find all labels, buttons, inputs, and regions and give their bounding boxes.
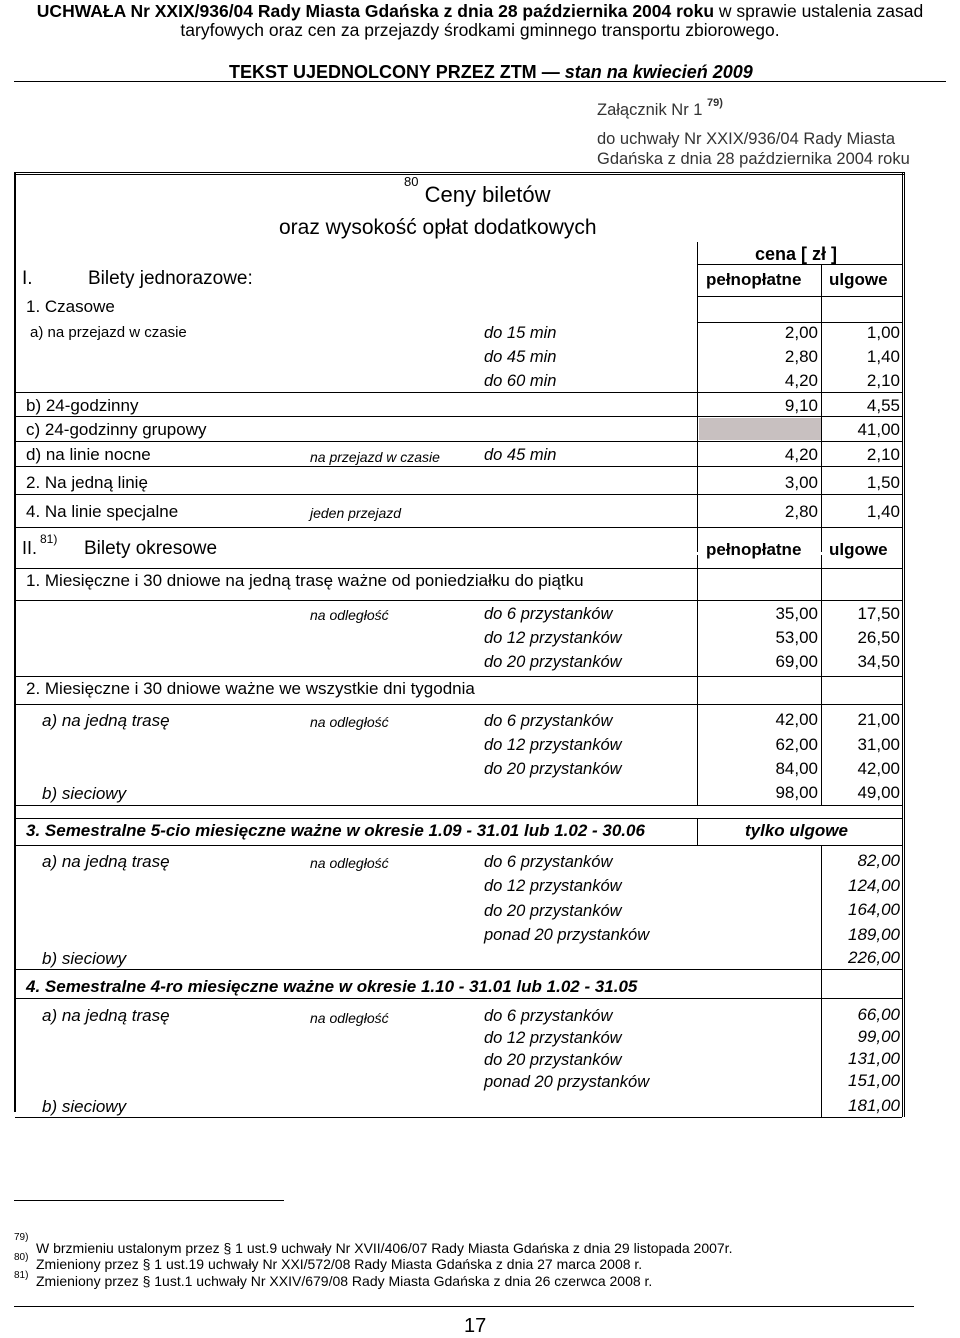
document-heading [0,2,960,21]
resolution-subject-line2: taryfowych oraz cen za przejazdy środkami gminnego transportu zbiorowego. [180,20,780,40]
price-full: 69,00 [775,652,818,671]
row-divider [15,494,902,495]
footnote-text: Zmieniony przez § 1ust.1 uchwały Nr XXIV/679/08 Rady Miasta Gdańska z dnia 26 czerwca 2008 r. [36,1273,653,1289]
column-full-fare: pełnopłatne [706,270,802,289]
title-line1: Ceny biletów [424,182,551,207]
night-lines-label: d) na linie nocne [26,445,151,464]
one-route-label: a) na jedną trasę [42,711,170,730]
distance: do 12 przystanków [484,1029,622,1047]
footnote-ref: 81) [40,532,58,546]
distance: do 12 przystanków [484,877,622,895]
price-full: 98,00 [775,783,818,802]
single-line-label: 2. Na jedną linię [26,473,148,492]
price-reduced: 21,00 [857,710,900,729]
distance: do 20 przystanków [484,902,622,920]
table-frame-left [14,172,16,1112]
price-full: 2,80 [784,502,818,521]
price-reduced: 41,00 [857,420,900,439]
distance-note: na odległość [310,714,389,730]
price-full: 35,00 [775,604,818,623]
price-reduced: 189,00 [848,925,900,944]
price-reduced: 26,50 [857,628,900,647]
row-divider [15,600,902,601]
distance: ponad 20 przystanków [484,926,650,944]
column-divider [697,818,698,845]
attachment-line2: do uchwały Nr XXIX/936/04 Rady Miasta [597,130,896,148]
price-reduced: 31,00 [857,735,900,754]
row-divider [15,998,902,999]
distance: do 6 przystanków [484,712,613,730]
resolution-subject: w sprawie ustalenia zasad [714,1,924,21]
time-duration: do 15 min [484,324,557,342]
price-reduced: 1,40 [866,502,900,521]
row-divider [697,296,902,297]
distance: do 20 przystanków [484,653,622,671]
row-divider [15,969,902,970]
footnote-rule [14,1200,284,1201]
price-reduced: 2,10 [866,445,900,464]
column-reduced-fare: ulgowe [829,540,888,559]
network-label: b) sieciowy [42,1097,127,1116]
price-reduced: 34,50 [857,652,900,671]
distance: do 20 przystanków [484,1051,622,1069]
table-frame-top [14,172,904,175]
time-tickets-label: 1. Czasowe [26,297,115,316]
row-divider [15,441,902,442]
empty-shaded-cell [699,418,821,440]
footnote-text: W brzmieniu ustalonym przez § 1 ust.9 uchwały Nr XVII/406/07 Rady Miasta Gdańska z dnia 29 listopada 2007r. [36,1240,733,1256]
special-lines-note: jeden przejazd [310,505,402,521]
header-rule [14,81,946,82]
row-divider [15,818,902,819]
price-header: cena [ zł ] [755,244,838,264]
price-reduced: 49,00 [857,783,900,802]
distance: ponad 20 przystanków [484,1073,650,1091]
ticket-24h-label: b) 24-godzinny [26,396,139,415]
section-ii-roman: II. [22,538,38,558]
footnote-number: 81) [14,1270,29,1281]
price-reduced: 17,50 [857,604,900,623]
price-full: 53,00 [775,628,818,647]
price-full: 4,20 [784,371,818,390]
time-duration: do 45 min [484,348,557,366]
row-divider [15,527,902,528]
distance: do 6 przystanków [484,1007,613,1025]
price-reduced: 99,00 [857,1027,900,1046]
price-reduced: 66,00 [857,1005,900,1024]
price-full: 9,10 [784,396,818,415]
footnote-ref: 79) [707,97,723,109]
price-reduced: 181,00 [848,1096,900,1115]
consolidated-text-note [229,62,753,83]
price-reduced: 82,00 [857,851,900,870]
attachment-label: Załącznik Nr 1 [597,101,703,119]
time-duration: do 45 min [484,446,557,464]
row-divider [15,805,902,806]
network-label: b) sieciowy [42,784,127,803]
state-date: stan na kwiecień 2009 [564,62,753,82]
price-reduced: 226,00 [848,948,900,967]
price-reduced: 124,00 [848,876,900,895]
price-reduced: 4,55 [866,396,900,415]
dash: — [536,62,565,82]
price-reduced: 1,00 [866,323,900,342]
footnote-text: Zmieniony przez § 1 ust.19 uchwały Nr XXI/572/08 Rady Miasta Gdańska z dnia 27 marca 2008 r. [36,1256,643,1272]
row-divider [15,676,902,677]
price-reduced: 42,00 [857,759,900,778]
price-reduced: 151,00 [848,1071,900,1090]
row-divider [15,392,902,393]
consolidated-label: TEKST UJEDNOLCONY PRZEZ ZTM [229,62,537,82]
semester-5-label: 3. Semestralne 5-cio miesięczne ważne w okresie 1.09 - 31.01 lub 1.02 - 30.06 [26,821,645,840]
monthly-weekday-label: 1. Miesięczne i 30 dniowe na jedną trasę ważne od poniedziałku do piątku [26,571,584,590]
page-rule [14,1306,914,1307]
night-lines-note: na przejazd w czasie [310,449,440,465]
time-duration: do 60 min [484,372,557,390]
section-i-label: Bilety jednorazowe: [88,268,253,289]
semester-4-label: 4. Semestralne 4-ro miesięczne ważne w okresie 1.10 - 31.01 lub 1.02 - 31.05 [26,977,638,996]
price-full: 4,20 [784,445,818,464]
price-reduced: 2,10 [866,371,900,390]
price-reduced: 1,50 [866,473,900,492]
time-ticket-a-label: a) na przejazd w czasie [30,324,187,341]
column-reduced-fare: ulgowe [829,270,888,289]
column-divider [697,555,698,805]
distance: do 6 przystanków [484,853,613,871]
footnote-ref: 80 [404,174,419,189]
row-divider [15,704,902,705]
row-divider [15,845,902,846]
distance-note: na odległość [310,855,389,871]
distance: do 12 przystanków [484,736,622,754]
reduced-only-label: tylko ulgowe [745,821,848,840]
table-frame-right [902,172,905,1117]
price-full: 3,00 [784,473,818,492]
attachment-line3: Gdańska z dnia 28 października 2004 roku [597,150,910,168]
column-full-fare: pełnopłatne [706,540,802,559]
distance: do 12 przystanków [484,629,622,647]
price-reduced: 1,40 [866,347,900,366]
one-route-label: a) na jedną trasę [42,852,170,871]
one-route-label: a) na jedną trasę [42,1006,170,1025]
page-number: 17 [464,1315,487,1337]
ticket-24h-group-label: c) 24-godzinny grupowy [26,420,207,439]
row-divider [15,466,902,467]
table-subtitle: oraz wysokość opłat dodatkowych [279,216,597,239]
distance-note: na odległość [310,1010,389,1026]
special-lines-label: 4. Na linie specjalne [26,502,179,521]
distance: do 20 przystanków [484,760,622,778]
price-reduced: 131,00 [848,1049,900,1068]
price-full: 62,00 [775,735,818,754]
monthly-all-days-label: 2. Miesięczne i 30 dniowe ważne we wszystkie dni tygodnia [26,679,475,698]
price-full: 84,00 [775,759,818,778]
footnote-number: 80) [14,1252,29,1263]
price-full: 2,00 [784,323,818,342]
section-i-roman: I. [22,268,33,289]
table-title [404,174,551,208]
row-divider [15,416,902,417]
distance-note: na odległość [310,607,389,623]
attachment-line1 [597,97,723,120]
price-reduced: 164,00 [848,900,900,919]
network-label: b) sieciowy [42,949,127,968]
resolution-title: UCHWAŁA Nr XXIX/936/04 Rady Miasta Gdańska z dnia 28 października 2004 roku [36,1,715,21]
distance: do 6 przystanków [484,605,613,623]
footnote-number: 79) [14,1232,29,1243]
price-full: 42,00 [775,710,818,729]
row-divider [15,1117,902,1118]
section-ii-label: Bilety okresowe [84,538,218,559]
row-divider [15,568,902,569]
price-full: 2,80 [784,347,818,366]
column-divider [697,242,698,552]
